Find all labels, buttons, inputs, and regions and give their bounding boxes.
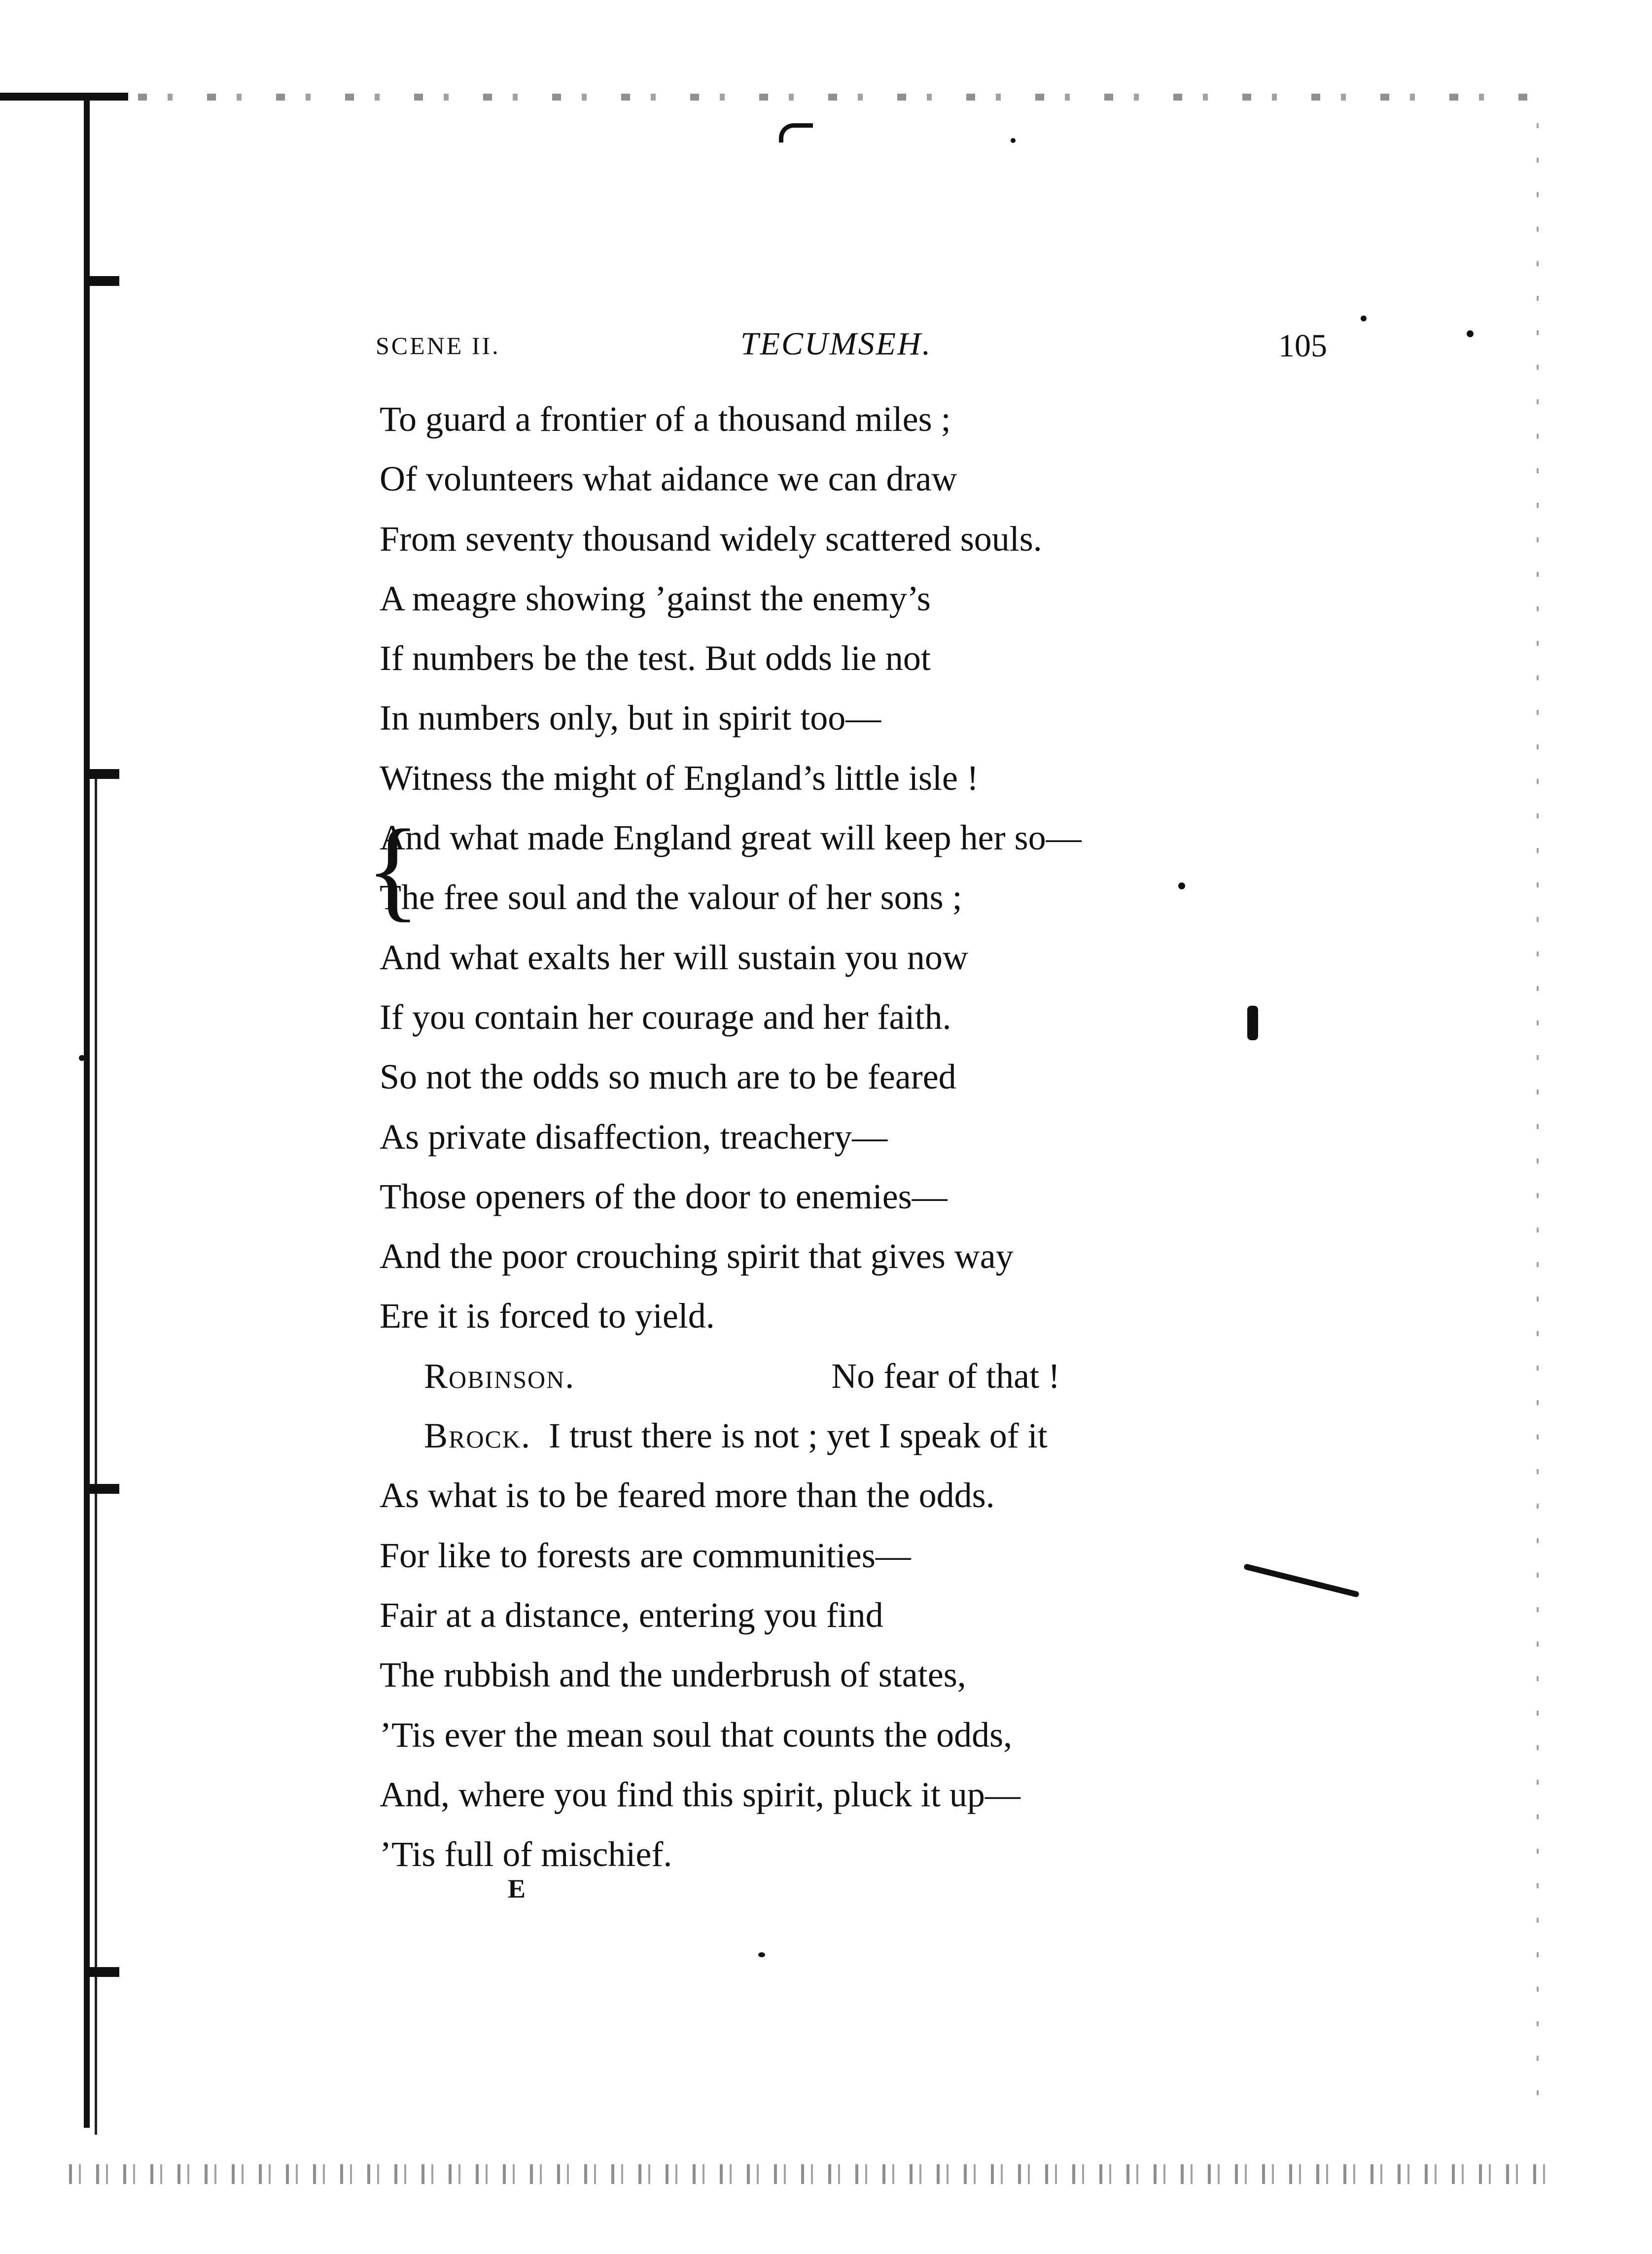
verse-line: ’Tis full of mischief. xyxy=(380,1834,672,1874)
verse-line: The free soul and the valour of her sons ; xyxy=(380,878,962,917)
verse-line: And the poor crouching spirit that gives way xyxy=(380,1236,1014,1276)
running-title: TECUMSEH. xyxy=(740,326,932,362)
verse-line: So not the odds so much are to be feared xyxy=(380,1057,956,1097)
verse-line: Witness the might of England’s little isle ! xyxy=(380,758,979,798)
verse-line: As private disaffection, treachery— xyxy=(380,1117,888,1157)
binding-tick xyxy=(85,769,119,779)
verse-line: Those openers of the door to enemies— xyxy=(380,1176,948,1216)
ink-speck xyxy=(1467,330,1474,337)
verse-block xyxy=(380,389,1366,1884)
verse-line: Fair at a distance, entering you find xyxy=(380,1595,883,1635)
binding-tick xyxy=(85,276,119,286)
scan-right-edge xyxy=(1537,123,1539,2120)
speaker-name-brock: Brock. xyxy=(424,1416,531,1456)
verse-line: And, where you find this spirit, pluck it up— xyxy=(380,1774,1020,1814)
verse-line: If you contain her courage and her faith. xyxy=(380,997,951,1037)
scan-binding-rule-thin xyxy=(95,774,97,2135)
verse-line: Ere it is forced to yield. xyxy=(380,1296,715,1336)
verse-line: And what exalts her will sustain you now xyxy=(380,937,968,977)
verse-line: To guard a frontier of a thousand miles ; xyxy=(380,399,951,439)
scene-label: SCENE II. xyxy=(376,332,500,359)
ink-smudge xyxy=(779,123,813,142)
scan-bottom-edge xyxy=(69,2164,1548,2184)
robinson-speech: No fear of that ! xyxy=(831,1356,1060,1396)
binding-tick xyxy=(85,1484,119,1494)
verse-line: For like to forests are communities— xyxy=(380,1535,911,1575)
ink-speck xyxy=(1011,138,1016,143)
binding-tick xyxy=(85,1967,119,1977)
verse-line: A meagre showing ’gainst the enemy’s xyxy=(380,578,931,618)
ink-speck xyxy=(758,1952,765,1957)
scan-top-edge-dark xyxy=(0,93,128,101)
verse-line: If numbers be the test. But odds lie not xyxy=(380,638,931,678)
verse-line: The rubbish and the underbrush of states, xyxy=(380,1655,966,1695)
verse-line: In numbers only, but in spirit too— xyxy=(380,698,881,738)
verse-line: ’Tis ever the mean soul that counts the odds, xyxy=(380,1715,1013,1755)
brock-line xyxy=(380,1406,1366,1466)
signature-mark: E xyxy=(508,1874,527,1903)
robinson-line xyxy=(380,1346,1366,1406)
speaker-name-robinson: Robinson. xyxy=(424,1356,575,1396)
scan-binding-rule xyxy=(84,97,90,2128)
verse-line: From seventy thousand widely scattered souls. xyxy=(380,519,1042,559)
verse-line: And what made England great will keep her so— xyxy=(380,818,1082,858)
margin-bracket-mark: { xyxy=(366,806,421,932)
ink-speck xyxy=(1361,316,1367,321)
scan-top-edge xyxy=(0,94,1528,101)
brock-speech: I trust there is not ; yet I speak of it xyxy=(548,1416,1048,1456)
running-head xyxy=(376,325,1327,365)
verse-line: As what is to be feared more than the odds. xyxy=(380,1476,995,1515)
ink-speck xyxy=(79,1055,85,1061)
page-number: 105 xyxy=(1278,328,1327,364)
verse-line: Of volunteers what aidance we can draw xyxy=(380,459,957,499)
